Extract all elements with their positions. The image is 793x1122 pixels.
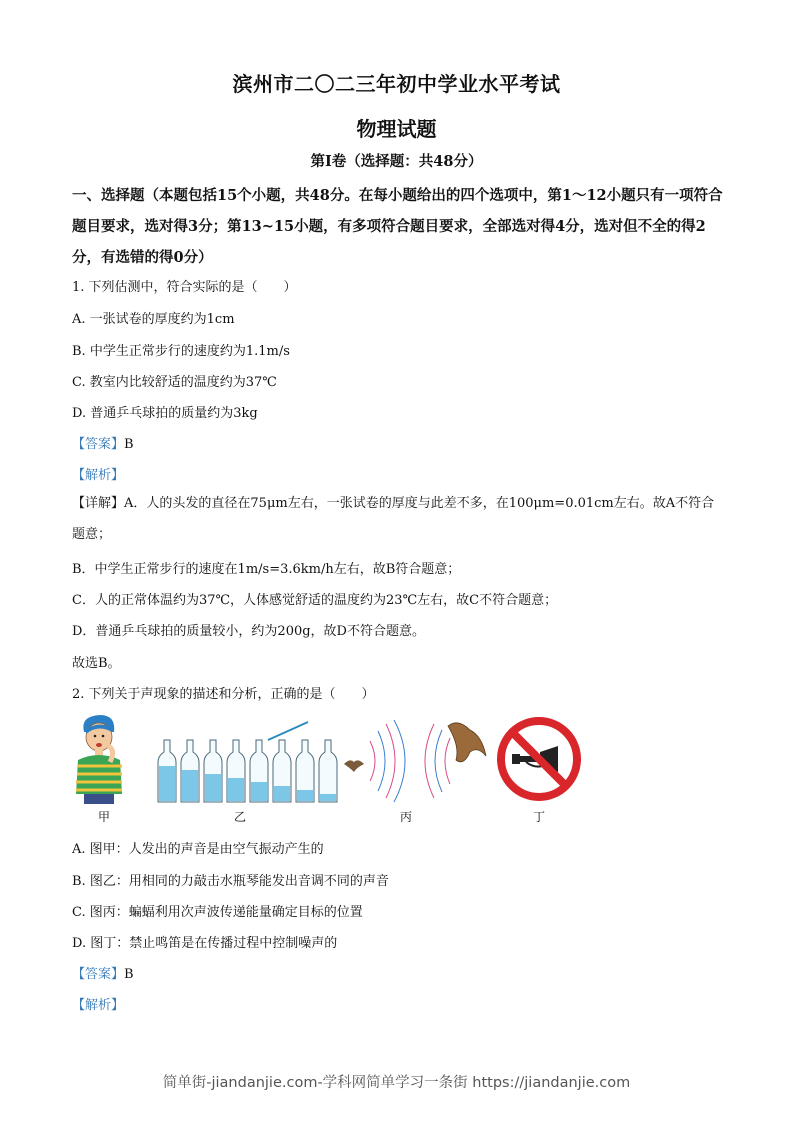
q1-analysis-label: 【解析】 — [72, 468, 125, 483]
answer-value: B — [124, 437, 134, 452]
q2-stem: 2. 下列关于声现象的描述和分析，正确的是（ ） — [72, 687, 375, 702]
q2-option-a: A. 图甲：人发出的声音是由空气振动产生的 — [72, 842, 324, 857]
detail-label: 【详解】 — [72, 496, 125, 511]
footer-watermark: 简单街-jiandanjie.com-学科网简单学习一条街 https://jiandanjie.com — [162, 1075, 631, 1091]
caption-jia: 甲 — [98, 810, 111, 824]
exam-title: 滨州市二〇二三年初中学业水平考试 — [232, 72, 561, 96]
detail-a-text: A．人的头发的直径在75μm左右，一张试卷的厚度与此差不多，在100μm=0.01cm左右。故A不符合题意； — [72, 496, 715, 542]
q1-detail-a — [72, 488, 727, 550]
q2-option-d: D. 图丁：禁止鸣笛是在传播过程中控制噪声的 — [72, 936, 338, 951]
figure-bing-bat — [340, 716, 490, 806]
q1-option-c: C. 教室内比较舒适的温度约为37℃ — [72, 375, 277, 390]
q1-option-d: D. 普通乒乓球拍的质量约为3kg — [72, 406, 258, 421]
caption-yi: 乙 — [234, 810, 247, 824]
q1-detail-d: D．普通乒乓球拍的质量较小，约为200g，故D不符合题意。 — [72, 624, 425, 639]
q1-detail-b: B．中学生正常步行的速度在1m/s=3.6km/h左右，故B符合题意； — [72, 562, 461, 577]
q1-conclusion: 故选B。 — [72, 656, 121, 671]
q1-answer — [72, 433, 134, 452]
section-heading: 一、选择题（本题包括15个小题，共48分。在每小题给出的四个选项中，第1～12小题只有一项符合题目要求，选对得3分；第13~15小题，有多项符合题目要求，全部选对得4分，选对但不全的得2分，有选错的得0分） — [72, 187, 723, 266]
q2-option-b: B. 图乙：用相同的力敲击水瓶琴能发出音调不同的声音 — [72, 874, 389, 889]
q1-option-b: B. 中学生正常步行的速度约为1.1m/s — [72, 344, 290, 359]
q2-answer — [72, 963, 134, 982]
q1-detail-c: C．人的正常体温约为37℃，人体感觉舒适的温度约为23℃左右，故C不符合题意； — [72, 593, 558, 608]
caption-ding: 丁 — [533, 810, 546, 824]
figure-yi-bottles — [156, 718, 356, 806]
figure-jia-person — [70, 712, 130, 804]
volume-heading: 第I卷（选择题：共48分） — [310, 153, 483, 170]
answer-label: 【答案】 — [72, 437, 125, 452]
q2-option-c: C. 图丙：蝙蝠利用次声波传递能量确定目标的位置 — [72, 905, 363, 920]
q2-analysis-label: 【解析】 — [72, 998, 125, 1013]
q1-stem: 1. 下列估测中，符合实际的是（ ） — [72, 280, 297, 295]
answer-label: 【答案】 — [72, 967, 125, 982]
no-honking-icon — [496, 716, 582, 802]
caption-bing: 丙 — [400, 810, 413, 824]
subject-title: 物理试题 — [356, 117, 437, 141]
answer-value: B — [124, 967, 134, 982]
q1-option-a: A. 一张试卷的厚度约为1cm — [72, 312, 235, 327]
